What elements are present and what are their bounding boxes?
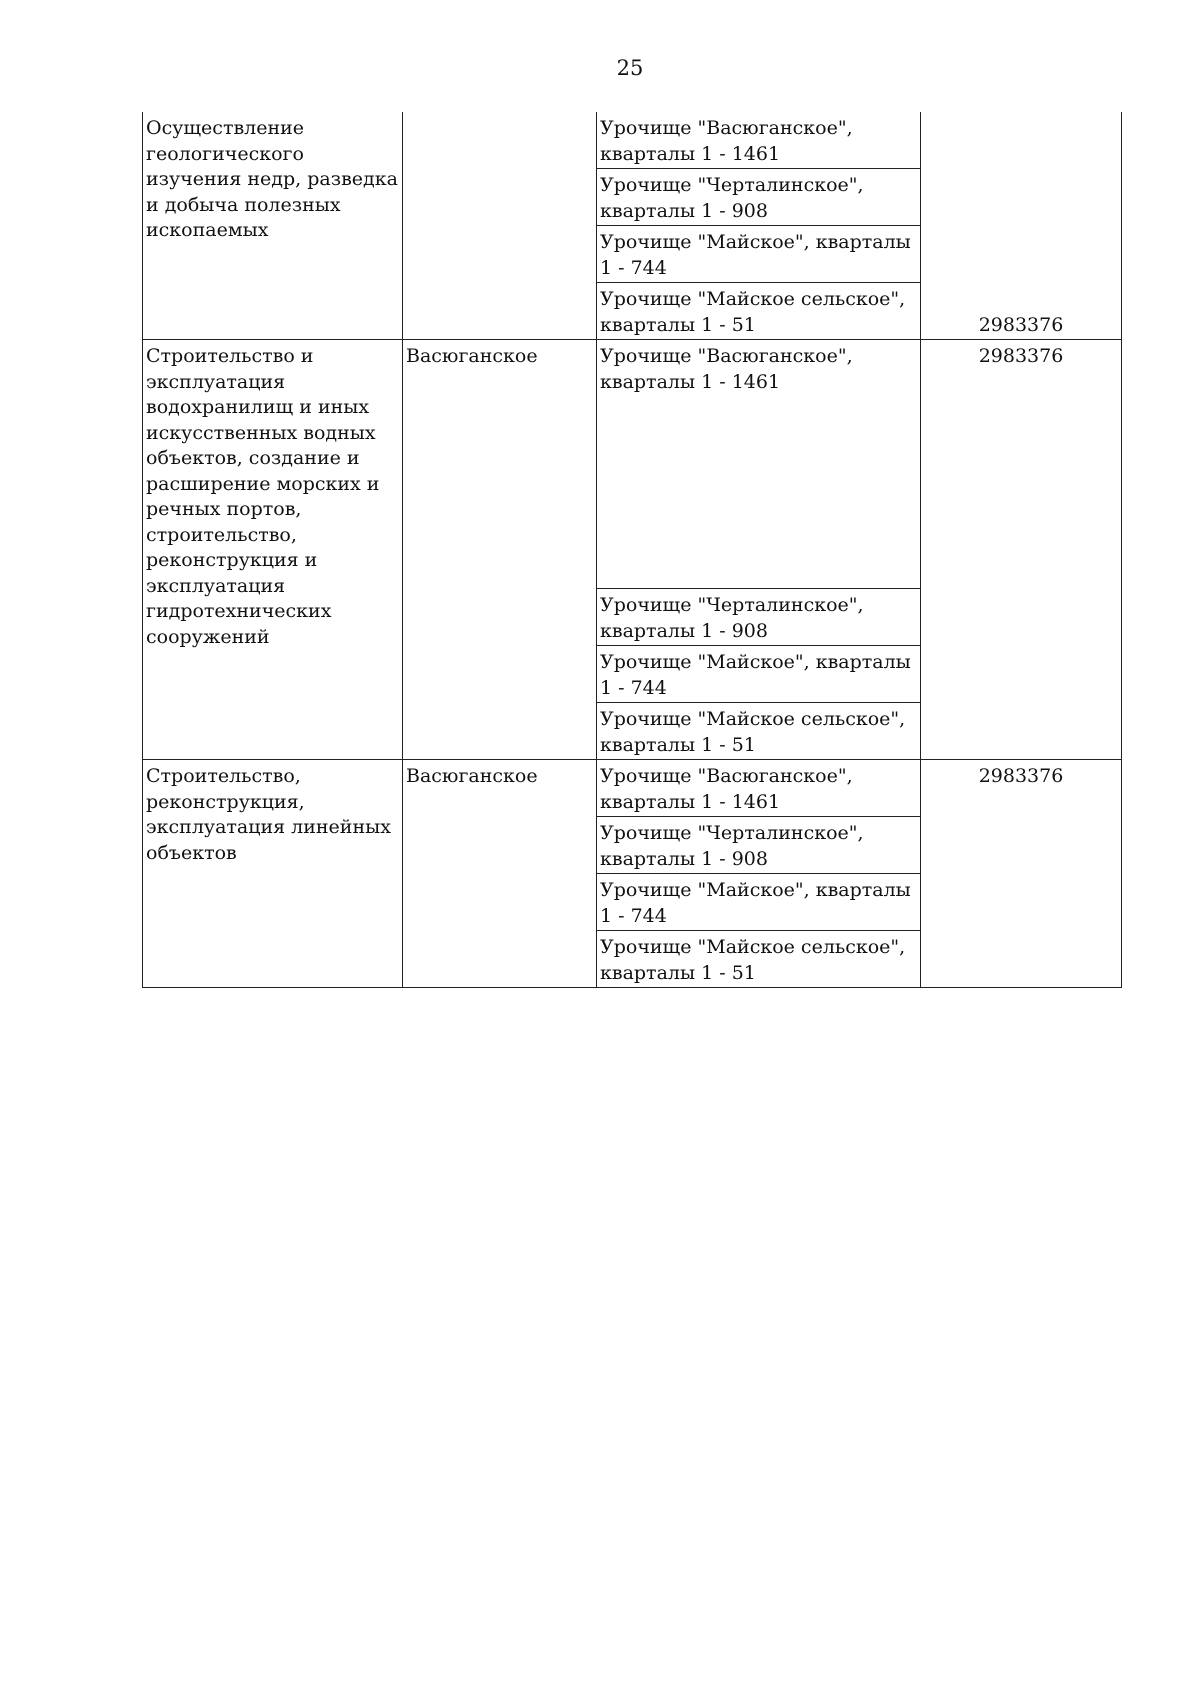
forest-use-table <box>142 112 1122 988</box>
forestry-cell <box>403 112 597 340</box>
location-cell: Урочище "Майское сельское", кварталы 1 - 51 <box>597 283 921 340</box>
activity-cell: Осуществление геологического изучения недр, разведка и добыча полезных ископаемых <box>143 112 403 340</box>
table-row <box>143 112 1122 169</box>
area-cell: 2983376 <box>921 340 1122 760</box>
page-number: 25 <box>616 56 644 80</box>
activity-cell: Строительство, реконструкция, эксплуатация линейных объектов <box>143 760 403 988</box>
location-cell: Урочище "Майское", кварталы 1 - 744 <box>597 646 921 703</box>
location-cell: Урочище "Черталинское", кварталы 1 - 908 <box>597 169 921 226</box>
location-cell: Урочище "Майское", кварталы 1 - 744 <box>597 226 921 283</box>
location-cell: Урочище "Майское сельское", кварталы 1 - 51 <box>597 703 921 760</box>
location-cell: Урочище "Васюганское", кварталы 1 - 1461 <box>597 112 921 169</box>
table-row <box>143 340 1122 589</box>
location-cell: Урочище "Васюганское", кварталы 1 - 1461 <box>597 340 921 589</box>
location-cell: Урочище "Майское сельское", кварталы 1 - 51 <box>597 931 921 988</box>
location-cell: Урочище "Черталинское", кварталы 1 - 908 <box>597 589 921 646</box>
area-cell: 2983376 <box>921 112 1122 340</box>
table-row <box>143 760 1122 817</box>
forestry-cell: Васюганское <box>403 760 597 988</box>
area-cell: 2983376 <box>921 760 1122 988</box>
forestry-cell: Васюганское <box>403 340 597 760</box>
activity-cell: Строительство и эксплуатация водохранилищ и иных искусственных водных объектов, создание и расширение морских и речных портов, строительство, реконструкция и эксплуатация гидротехнических сооружений <box>143 340 403 760</box>
location-cell: Урочище "Черталинское", кварталы 1 - 908 <box>597 817 921 874</box>
location-cell: Урочище "Майское", кварталы 1 - 744 <box>597 874 921 931</box>
location-cell: Урочище "Васюганское", кварталы 1 - 1461 <box>597 760 921 817</box>
